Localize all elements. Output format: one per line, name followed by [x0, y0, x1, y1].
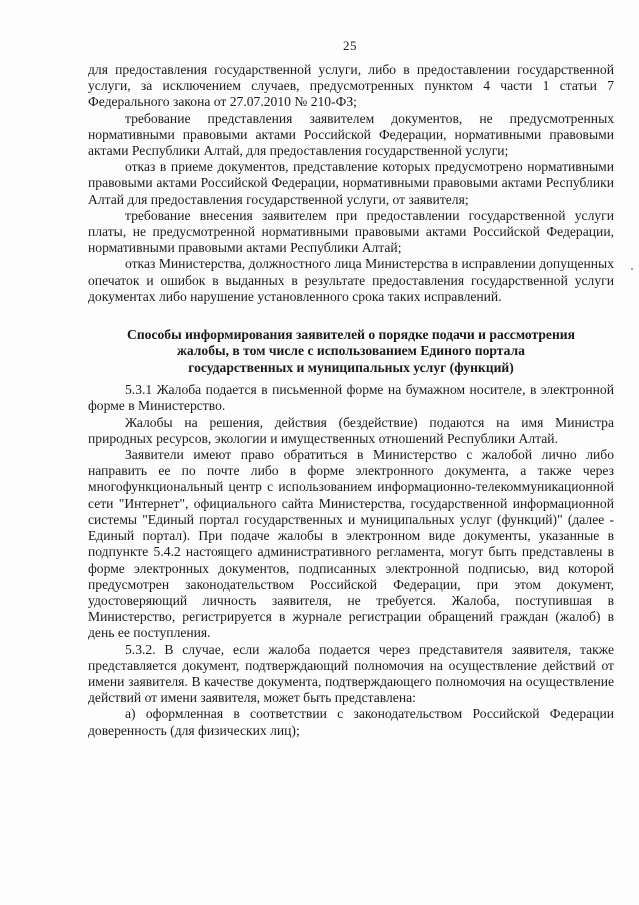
- paragraph: 5.3.2. В случае, если жалоба подается через представителя заявителя, также представляется документ, подтверждающий полномочия на осуществление действий от имени заявителя. В качестве документа, подтверждающего полномочия на осуществление действий от имени заявителя, может быть представлена:: [88, 641, 614, 706]
- page-number: 25: [343, 38, 357, 53]
- paragraph: требование представления заявителем документов, не предусмотренных нормативными правовыми актами Российской Федерации, нормативными правовыми актами Республики Алтай, для предоставления государственной услуги;: [88, 110, 614, 159]
- paragraph: 5.3.1 Жалоба подается в письменной форме на бумажном носителе, в электронной форме в Министерство.: [88, 382, 614, 414]
- paragraph: отказ Министерства, должностного лица Министерства в исправлении допущенных опечаток и ошибок в выданных в результате предоставления государственной услуги документах либо нарушение установленного срока таких исправлений.: [88, 256, 614, 304]
- paragraphs-bottom: [88, 382, 614, 738]
- paragraphs-top: [88, 62, 614, 305]
- paragraph: Жалобы на решения, действия (бездействие) подаются на имя Министра природных ресурсов, экологии и имущественных отношений Республики Алтай.: [88, 414, 614, 446]
- paragraph: для предоставления государственной услуги, либо в предоставлении государственной услуги, за исключением случаев, предусмотренных пунктом 4 части 1 статьи 7 Федерального закона от 27.07.2010 № 210-ФЗ;: [88, 62, 614, 110]
- document-body: [88, 62, 614, 739]
- paragraph: Заявители имеют право обратиться в Министерство с жалобой лично либо направить ее по почте либо в форме электронного документа, а также через многофункциональный центр с использованием информационно-телекоммуникационной сети "Интернет", официального сайта Министерства, государственной информационной системы "Единый портал государственных и муниципальных услуг (функций)" (далее - Единый портал). При подаче жалобы в электронном виде документы, указанные в подпункте 5.4.2 настоящего административного регламента, могут быть представлены в форме электронных документов, подписанных электронной подписью, вид которой предусмотрен законодательством Российской Федерации, при этом документ, удостоверяющий личность заявителя, не требуется. Жалоба, поступившая в Министерство, регистрируется в журнале регистрации обращений граждан (жалоб) в день ее поступления.: [88, 447, 614, 641]
- paragraph: требование внесения заявителем при предоставлении государственной услуги платы, не предусмотренной нормативными правовыми актами Российской Федерации, нормативными правовыми актами Республики Алтай;: [88, 207, 614, 256]
- scan-speck: [631, 268, 633, 270]
- section-heading: Способы информирования заявителей о порядке подачи и рассмотрения жалобы, в том числе с использованием Единого портала государственных и муниципальных услуг (функций): [127, 327, 575, 375]
- paragraph: а) оформленная в соответствии с законодательством Российской Федерации доверенность (для физических лиц);: [88, 706, 614, 738]
- paragraph: отказ в приеме документов, представление которых предусмотрено нормативными правовыми актами Российской Федерации, нормативными правовыми актами Республики Алтай для предоставления государственной услуги, от заявителя;: [88, 159, 614, 207]
